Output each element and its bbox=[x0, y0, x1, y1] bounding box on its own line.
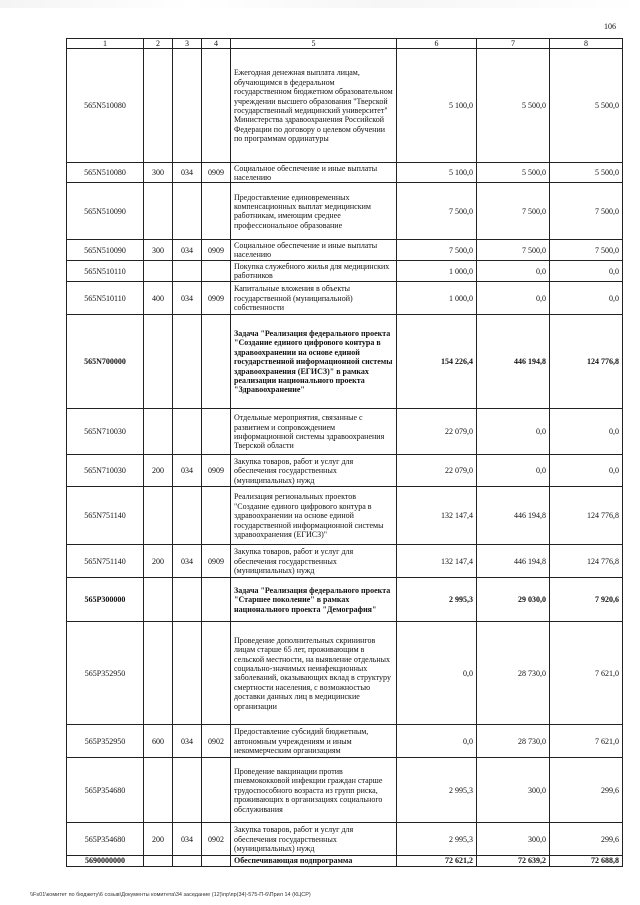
cell-code: 565N751140 bbox=[67, 487, 144, 545]
cell-value-8: 5 500,0 bbox=[550, 49, 623, 163]
cell-code: 565P354680 bbox=[67, 758, 144, 823]
cell-value-6: 2 995,3 bbox=[397, 578, 477, 622]
cell-col2 bbox=[144, 49, 173, 163]
cell-value-6: 2 995,3 bbox=[397, 823, 477, 856]
cell-col4 bbox=[202, 315, 231, 409]
cell-value-7: 72 639,2 bbox=[477, 856, 550, 866]
table-row bbox=[67, 315, 623, 409]
cell-name: Ежегодная денежная выплата лицам, обучающимся в федеральном государственном бюджетном образовательном учреждении высшего образования "Тверской государственный медицинский университет" Министерства здравоохранения Российской Федерации по договору о целевом обучении по программам ординатуры bbox=[231, 49, 397, 163]
cell-value-8: 7 500,0 bbox=[550, 240, 623, 261]
cell-code: 565P352950 bbox=[67, 725, 144, 758]
table-row bbox=[67, 725, 623, 758]
cell-col3 bbox=[173, 261, 202, 282]
cell-col4: 0909 bbox=[202, 282, 231, 315]
cell-col2 bbox=[144, 856, 173, 866]
cell-code: 565N751140 bbox=[67, 545, 144, 578]
scan-edge bbox=[0, 0, 640, 8]
cell-value-7: 28 730,0 bbox=[477, 622, 550, 725]
table-row bbox=[67, 578, 623, 622]
cell-code: 565N510110 bbox=[67, 282, 144, 315]
cell-value-8: 0,0 bbox=[550, 282, 623, 315]
cell-code: 565N710030 bbox=[67, 455, 144, 487]
cell-value-6: 22 079,0 bbox=[397, 409, 477, 455]
cell-col4: 0909 bbox=[202, 163, 231, 183]
cell-col3: 034 bbox=[173, 823, 202, 856]
cell-col3 bbox=[173, 49, 202, 163]
table-row bbox=[67, 49, 623, 163]
cell-col2: 300 bbox=[144, 240, 173, 261]
cell-name: Закупка товаров, работ и услуг для обеспечения государственных (муниципальных) нужд bbox=[231, 545, 397, 578]
table-row bbox=[67, 622, 623, 725]
cell-name: Предоставление субсидий бюджетным, автономным учреждениям и иным некоммерческим организациям bbox=[231, 725, 397, 758]
cell-name: Задача "Реализация федерального проекта "Старшее поколение" в рамках национального проекта "Демография" bbox=[231, 578, 397, 622]
cell-value-8: 0,0 bbox=[550, 409, 623, 455]
table-row bbox=[67, 183, 623, 240]
cell-value-7: 446 194,8 bbox=[477, 315, 550, 409]
cell-value-7: 0,0 bbox=[477, 261, 550, 282]
header-row bbox=[67, 39, 623, 49]
cell-col2: 300 bbox=[144, 163, 173, 183]
column-header: 7 bbox=[477, 39, 550, 49]
cell-value-7: 300,0 bbox=[477, 758, 550, 823]
cell-col2 bbox=[144, 487, 173, 545]
cell-col4 bbox=[202, 622, 231, 725]
cell-value-8: 124 776,8 bbox=[550, 315, 623, 409]
cell-col3 bbox=[173, 409, 202, 455]
column-header: 5 bbox=[231, 39, 397, 49]
cell-value-7: 446 194,8 bbox=[477, 487, 550, 545]
cell-value-7: 7 500,0 bbox=[477, 183, 550, 240]
cell-col2: 200 bbox=[144, 545, 173, 578]
cell-name: Закупка товаров, работ и услуг для обеспечения государственных (муниципальных) нужд bbox=[231, 455, 397, 487]
cell-col4 bbox=[202, 856, 231, 866]
cell-col3: 034 bbox=[173, 725, 202, 758]
cell-value-7: 0,0 bbox=[477, 455, 550, 487]
cell-col2 bbox=[144, 409, 173, 455]
cell-code: 565P354680 bbox=[67, 823, 144, 856]
cell-name: Проведение дополнительных скринингов лицам старше 65 лет, проживающим в сельской местности, на выявление отдельных социально-значимых неинфекционных заболеваний, оказывающих вклад в структуру смертности населения, с возможностью доставки данных лиц в медицинские организации bbox=[231, 622, 397, 725]
cell-col2 bbox=[144, 183, 173, 240]
cell-value-6: 1 000,0 bbox=[397, 282, 477, 315]
column-header: 6 bbox=[397, 39, 477, 49]
file-path-footer: \\Fs01\комитет по бюджету\6 созыв\Документы комитета\34 заседание (12)\пр\пр(34)-575-П-6\Прил 14 (КЦСР) bbox=[30, 892, 311, 898]
cell-value-6: 22 079,0 bbox=[397, 455, 477, 487]
cell-value-8: 124 776,8 bbox=[550, 545, 623, 578]
table-row bbox=[67, 409, 623, 455]
cell-col4: 0902 bbox=[202, 823, 231, 856]
cell-col2 bbox=[144, 622, 173, 725]
cell-value-7: 5 500,0 bbox=[477, 49, 550, 163]
cell-name: Социальное обеспечение и иные выплаты населению bbox=[231, 163, 397, 183]
cell-col3: 034 bbox=[173, 455, 202, 487]
cell-name: Задача "Реализация федерального проекта "Создание единого цифрового контура в здравоохранении на основе единой государственной информационной системы здравоохранения (ЕГИСЗ)" в рамках реализации национального проекта "Здравоохранение" bbox=[231, 315, 397, 409]
cell-value-7: 28 730,0 bbox=[477, 725, 550, 758]
table-row bbox=[67, 758, 623, 823]
table-row bbox=[67, 823, 623, 856]
cell-value-6: 5 100,0 bbox=[397, 49, 477, 163]
cell-name: Обеспечивающая подпрограмма bbox=[231, 856, 397, 866]
cell-code: 565N510080 bbox=[67, 163, 144, 183]
cell-col4: 0909 bbox=[202, 455, 231, 487]
cell-value-8: 0,0 bbox=[550, 261, 623, 282]
cell-col4: 0909 bbox=[202, 240, 231, 261]
cell-col2 bbox=[144, 758, 173, 823]
cell-col2: 400 bbox=[144, 282, 173, 315]
cell-col2 bbox=[144, 315, 173, 409]
cell-col3 bbox=[173, 487, 202, 545]
cell-value-8: 0,0 bbox=[550, 455, 623, 487]
table-row bbox=[67, 545, 623, 578]
cell-col3 bbox=[173, 315, 202, 409]
cell-col4 bbox=[202, 261, 231, 282]
cell-col4 bbox=[202, 49, 231, 163]
cell-code: 565N700000 bbox=[67, 315, 144, 409]
cell-value-8: 299,6 bbox=[550, 823, 623, 856]
cell-code: 565N710030 bbox=[67, 409, 144, 455]
cell-col4 bbox=[202, 487, 231, 545]
cell-code: 565P300000 bbox=[67, 578, 144, 622]
cell-col2 bbox=[144, 578, 173, 622]
cell-col4: 0909 bbox=[202, 545, 231, 578]
cell-name: Реализация региональных проектов "Создание единого цифрового контура в здравоохранении на основе единой государственной информационной системы здравоохранения (ЕГИСЗ)" bbox=[231, 487, 397, 545]
cell-value-7: 0,0 bbox=[477, 409, 550, 455]
table-row bbox=[67, 163, 623, 183]
cell-value-8: 124 776,8 bbox=[550, 487, 623, 545]
cell-name: Отдельные мероприятия, связанные с развитием и сопровождением информационной системы здравоохранения Тверской области bbox=[231, 409, 397, 455]
cell-col2 bbox=[144, 261, 173, 282]
table-row bbox=[67, 856, 623, 866]
cell-col4 bbox=[202, 758, 231, 823]
cell-value-6: 132 147,4 bbox=[397, 487, 477, 545]
cell-name: Покупка служебного жилья для медицинских работников bbox=[231, 261, 397, 282]
cell-value-8: 5 500,0 bbox=[550, 163, 623, 183]
table-row bbox=[67, 487, 623, 545]
cell-name: Капитальные вложения в объекты государственной (муниципальной) собственности bbox=[231, 282, 397, 315]
cell-col3 bbox=[173, 758, 202, 823]
cell-value-8: 7 621,0 bbox=[550, 622, 623, 725]
cell-code: 565N510090 bbox=[67, 183, 144, 240]
cell-value-6: 0,0 bbox=[397, 725, 477, 758]
table-row bbox=[67, 455, 623, 487]
budget-table bbox=[66, 38, 623, 867]
cell-value-6: 1 000,0 bbox=[397, 261, 477, 282]
cell-value-6: 72 621,2 bbox=[397, 856, 477, 866]
page-number: 106 bbox=[604, 22, 616, 31]
cell-code: 5690000000 bbox=[67, 856, 144, 866]
cell-col4: 0902 bbox=[202, 725, 231, 758]
column-header: 3 bbox=[173, 39, 202, 49]
cell-col4 bbox=[202, 409, 231, 455]
cell-value-6: 5 100,0 bbox=[397, 163, 477, 183]
table-row bbox=[67, 240, 623, 261]
cell-value-7: 7 500,0 bbox=[477, 240, 550, 261]
cell-value-8: 7 621,0 bbox=[550, 725, 623, 758]
cell-value-8: 72 688,8 bbox=[550, 856, 623, 866]
cell-col3: 034 bbox=[173, 163, 202, 183]
cell-name: Проведение вакцинации против пневмококковой инфекции граждан старше трудоспособного возраста из групп риска, проживающих в организациях социального обслуживания bbox=[231, 758, 397, 823]
column-header: 8 bbox=[550, 39, 623, 49]
cell-value-7: 29 030,0 bbox=[477, 578, 550, 622]
cell-value-7: 0,0 bbox=[477, 282, 550, 315]
column-header: 4 bbox=[202, 39, 231, 49]
cell-value-6: 0,0 bbox=[397, 622, 477, 725]
cell-col3: 034 bbox=[173, 282, 202, 315]
cell-name: Предоставление единовременных компенсационных выплат медицинским работникам, имеющим среднее профессиональное образование bbox=[231, 183, 397, 240]
cell-col3 bbox=[173, 578, 202, 622]
cell-code: 565P352950 bbox=[67, 622, 144, 725]
cell-value-8: 7 920,6 bbox=[550, 578, 623, 622]
cell-value-6: 132 147,4 bbox=[397, 545, 477, 578]
cell-value-6: 7 500,0 bbox=[397, 240, 477, 261]
cell-col2: 200 bbox=[144, 823, 173, 856]
cell-value-7: 300,0 bbox=[477, 823, 550, 856]
cell-name: Социальное обеспечение и иные выплаты населению bbox=[231, 240, 397, 261]
cell-col4 bbox=[202, 183, 231, 240]
cell-code: 565N510090 bbox=[67, 240, 144, 261]
cell-value-6: 7 500,0 bbox=[397, 183, 477, 240]
cell-col3: 034 bbox=[173, 545, 202, 578]
cell-code: 565N510080 bbox=[67, 49, 144, 163]
cell-value-8: 299,6 bbox=[550, 758, 623, 823]
cell-value-7: 446 194,8 bbox=[477, 545, 550, 578]
cell-value-7: 5 500,0 bbox=[477, 163, 550, 183]
cell-col3 bbox=[173, 856, 202, 866]
cell-value-8: 7 500,0 bbox=[550, 183, 623, 240]
cell-col3 bbox=[173, 183, 202, 240]
cell-col4 bbox=[202, 578, 231, 622]
table-row bbox=[67, 282, 623, 315]
table-row bbox=[67, 261, 623, 282]
cell-col3 bbox=[173, 622, 202, 725]
cell-col2: 200 bbox=[144, 455, 173, 487]
column-header: 2 bbox=[144, 39, 173, 49]
cell-value-6: 2 995,3 bbox=[397, 758, 477, 823]
cell-value-6: 154 226,4 bbox=[397, 315, 477, 409]
column-header: 1 bbox=[67, 39, 144, 49]
cell-name: Закупка товаров, работ и услуг для обеспечения государственных (муниципальных) нужд bbox=[231, 823, 397, 856]
cell-col3: 034 bbox=[173, 240, 202, 261]
cell-code: 565N510110 bbox=[67, 261, 144, 282]
cell-col2: 600 bbox=[144, 725, 173, 758]
